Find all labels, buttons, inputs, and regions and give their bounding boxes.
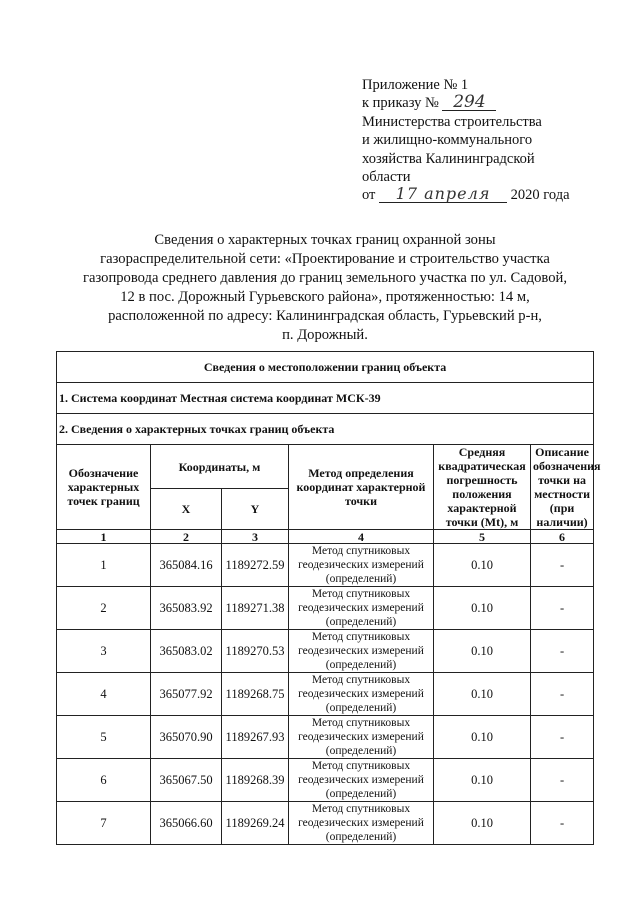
- appendix-number: Приложение № 1: [362, 77, 469, 93]
- date-line: [362, 186, 622, 204]
- method: Метод спутниковых геодезических измерений (определений): [289, 759, 434, 802]
- title-line-5: расположенной по адресу: Калининградская область, Гурьевский р-н,: [108, 308, 542, 324]
- coord-x: 365066.60: [151, 802, 222, 845]
- appendix-header: [362, 76, 622, 205]
- table-row: [57, 587, 594, 630]
- mean-error: 0.10: [434, 544, 531, 587]
- point-description: -: [531, 544, 594, 587]
- method: Метод спутниковых геодезических измерений (определений): [289, 587, 434, 630]
- ministry-line-2: и жилищно-коммунального: [362, 132, 533, 149]
- header-description: Описание обозначения точки на местности (при наличии): [531, 445, 594, 530]
- table-row: [57, 544, 594, 587]
- order-line: [362, 94, 622, 112]
- column-number: 4: [289, 530, 434, 544]
- ministry-line-1: Министерства строительства: [362, 113, 542, 130]
- header-x: X: [151, 489, 222, 530]
- table-row: [57, 716, 594, 759]
- order-number-handwritten: 294: [442, 94, 496, 111]
- ministry-line-4: области: [362, 169, 411, 186]
- coord-y: 1189268.39: [222, 759, 289, 802]
- header-y: Y: [222, 489, 289, 530]
- column-number: 2: [151, 530, 222, 544]
- date-handwritten: 17 апреля: [379, 186, 507, 203]
- header-designation: Обозначение характерных точек границ: [57, 445, 151, 530]
- coord-y: 1189272.59: [222, 544, 289, 587]
- title-line-2: газораспределительной сети: «Проектирование и строительство участка: [100, 251, 550, 267]
- point-description: -: [531, 759, 594, 802]
- method: Метод спутниковых геодезических измерений (определений): [289, 673, 434, 716]
- mean-error: 0.10: [434, 630, 531, 673]
- ministry-line-3: хозяйства Калининградской: [362, 150, 535, 167]
- header-coords: Координаты, м: [151, 445, 289, 489]
- coord-y: 1189267.93: [222, 716, 289, 759]
- coord-x: 365084.16: [151, 544, 222, 587]
- table-row: [57, 630, 594, 673]
- title-line-6: п. Дорожный.: [282, 327, 368, 343]
- point-description: -: [531, 587, 594, 630]
- point-description: -: [531, 673, 594, 716]
- coord-y: 1189271.38: [222, 587, 289, 630]
- date-suffix: 2020 года: [510, 187, 570, 204]
- title-line-1: Сведения о характерных точках границ охранной зоны: [154, 232, 496, 248]
- column-number: 5: [434, 530, 531, 544]
- column-number: 1: [57, 530, 151, 544]
- header-error: Средняя квадратическая погрешность положения характерной точки (Mt), м: [434, 445, 531, 530]
- coord-x: 365083.92: [151, 587, 222, 630]
- column-numbers-row: [57, 530, 594, 544]
- point-number: 4: [57, 673, 151, 716]
- coord-y: 1189269.24: [222, 802, 289, 845]
- table-row: [57, 759, 594, 802]
- title-line-4: 12 в пос. Дорожный Гурьевского района», протяженностью: 14 м,: [120, 289, 530, 305]
- header-method: Метод определения координат характерной точки: [289, 445, 434, 530]
- point-number: 2: [57, 587, 151, 630]
- column-number: 3: [222, 530, 289, 544]
- title-line-3: газопровода среднего давления до границ земельного участка по ул. Садовой,: [83, 270, 567, 286]
- mean-error: 0.10: [434, 587, 531, 630]
- method: Метод спутниковых геодезических измерений (определений): [289, 716, 434, 759]
- coord-x: 365067.50: [151, 759, 222, 802]
- point-description: -: [531, 802, 594, 845]
- mean-error: 0.10: [434, 802, 531, 845]
- method: Метод спутниковых геодезических измерений (определений): [289, 630, 434, 673]
- point-number: 7: [57, 802, 151, 845]
- point-description: -: [531, 630, 594, 673]
- coord-x: 365083.02: [151, 630, 222, 673]
- date-prefix: от: [362, 187, 376, 204]
- coord-x: 365070.90: [151, 716, 222, 759]
- point-number: 6: [57, 759, 151, 802]
- mean-error: 0.10: [434, 759, 531, 802]
- coord-y: 1189268.75: [222, 673, 289, 716]
- document-title: [60, 231, 590, 345]
- point-number: 5: [57, 716, 151, 759]
- boundary-points-table: [56, 351, 601, 845]
- coordinate-system-row: 1. Система координат Местная система координат МСК-39: [57, 383, 594, 414]
- method: Метод спутниковых геодезических измерений (определений): [289, 802, 434, 845]
- points-section-row: 2. Сведения о характерных точках границ объекта: [57, 414, 594, 445]
- section-title: Сведения о местоположении границ объекта: [57, 352, 594, 383]
- column-number: 6: [531, 530, 594, 544]
- coord-y: 1189270.53: [222, 630, 289, 673]
- mean-error: 0.10: [434, 716, 531, 759]
- method: Метод спутниковых геодезических измерений (определений): [289, 544, 434, 587]
- point-number: 3: [57, 630, 151, 673]
- table-row: [57, 673, 594, 716]
- point-description: -: [531, 716, 594, 759]
- order-prefix: к приказу №: [362, 95, 439, 112]
- point-number: 1: [57, 544, 151, 587]
- coord-x: 365077.92: [151, 673, 222, 716]
- table-row: [57, 802, 594, 845]
- mean-error: 0.10: [434, 673, 531, 716]
